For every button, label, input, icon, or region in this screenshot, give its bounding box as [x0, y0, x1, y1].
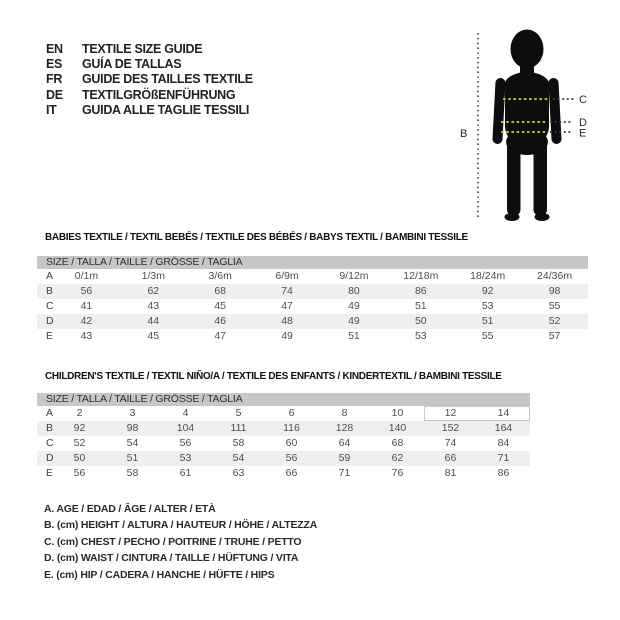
- table-cell: 64: [338, 437, 351, 449]
- table-row: [37, 269, 588, 284]
- table-cell: 9/12m: [339, 270, 369, 282]
- language-guide-title: GUIDA ALLE TAGLIE TESSILI: [82, 102, 250, 117]
- table-cell: 50: [73, 452, 86, 464]
- table-cell: 60: [285, 437, 298, 449]
- legend-item: D. (cm) WAIST / CINTURA / TAILLE / HÜFTUNG / VITA: [44, 552, 299, 565]
- table-cell: 56: [80, 285, 93, 297]
- table-cell: 2: [76, 407, 83, 419]
- table-row: [37, 436, 530, 451]
- table-cell: 164: [494, 422, 513, 434]
- table-cell: 10: [391, 407, 404, 419]
- table-cell: 0/1m: [74, 270, 99, 282]
- table-cell: 76: [391, 467, 404, 479]
- table-cell: 62: [391, 452, 404, 464]
- child-silhouette: [492, 30, 561, 222]
- table-cell: 49: [348, 300, 360, 312]
- table-cell: 50: [414, 315, 427, 327]
- table-cell: 8: [341, 407, 348, 419]
- table-cell: 98: [126, 422, 139, 434]
- chest-label: C: [579, 94, 587, 106]
- table-cell: 71: [497, 452, 510, 464]
- language-code: EN: [46, 42, 63, 56]
- table-cell: 52: [73, 437, 86, 449]
- table-cell: 4: [182, 407, 189, 419]
- row-letter: E: [46, 467, 54, 479]
- table-cell: 24/36m: [537, 270, 573, 282]
- language-guide-title: TEXTILGRÖßENFÜHRUNG: [82, 87, 236, 102]
- table-cell: 116: [283, 422, 300, 434]
- table-cell: 3: [129, 407, 136, 419]
- table-row: [37, 466, 530, 481]
- language-guide-title: GUIDE DES TAILLES TEXTILE: [82, 72, 253, 87]
- babies-size-table: [37, 256, 588, 344]
- table-cell: 18/24m: [470, 270, 506, 282]
- row-letter: D: [46, 452, 54, 464]
- children-table-body: [37, 406, 530, 481]
- table-cell: 56: [73, 467, 86, 479]
- table-cell: 44: [147, 315, 160, 327]
- row-letter: B: [46, 285, 54, 297]
- babies-table-body: [37, 269, 588, 344]
- table-cell: 56: [285, 452, 298, 464]
- table-cell: 104: [176, 422, 195, 434]
- table-cell: 53: [414, 330, 427, 342]
- child-silhouette-diagram: [448, 16, 612, 230]
- height-label: B: [460, 128, 468, 140]
- size-header-bar: SIZE / TALLA / TAILLE / GRÖSSE / TAGLIA: [37, 393, 530, 406]
- table-cell: 57: [548, 330, 561, 342]
- table-cell: 140: [388, 422, 407, 434]
- table-cell: 128: [335, 422, 354, 434]
- table-cell: 51: [481, 315, 494, 327]
- language-row: [46, 42, 253, 57]
- table-cell: 5: [235, 407, 242, 419]
- table-cell: 58: [232, 437, 245, 449]
- table-cell: 58: [126, 467, 139, 479]
- row-letter: C: [46, 300, 54, 312]
- table-cell: 47: [281, 300, 293, 312]
- table-cell: 55: [548, 300, 561, 312]
- table-cell: 54: [126, 437, 139, 449]
- table-cell: 80: [348, 285, 360, 297]
- language-row: [46, 88, 253, 103]
- table-cell: 53: [179, 452, 192, 464]
- table-cell: 46: [214, 315, 227, 327]
- table-cell: 98: [548, 285, 561, 297]
- table-cell: 55: [481, 330, 494, 342]
- table-cell: 48: [281, 315, 293, 327]
- table-row: [37, 329, 588, 344]
- hip-label: E: [579, 127, 587, 140]
- table-cell: 6: [288, 407, 295, 419]
- language-row: [46, 57, 253, 72]
- table-cell: 43: [80, 330, 93, 342]
- table-cell: 52: [548, 315, 561, 327]
- table-cell: 84: [497, 437, 510, 449]
- table-cell: 54: [232, 452, 245, 464]
- table-row: [37, 421, 530, 436]
- table-cell: 92: [73, 422, 86, 434]
- language-code: DE: [46, 87, 63, 102]
- table-cell: 1/3m: [141, 270, 165, 282]
- table-cell: 49: [281, 330, 293, 342]
- legend-item: A. AGE / EDAD / ÂGE / ALTER / ETÀ: [44, 503, 216, 515]
- size-header-bar: SIZE / TALLA / TAILLE / GRÖSSE / TAGLIA: [37, 256, 588, 269]
- table-row: [37, 451, 530, 466]
- table-cell: 66: [444, 452, 457, 464]
- legend-item: C. (cm) CHEST / PECHO / POITRINE / TRUHE / PETTO: [44, 535, 302, 548]
- row-letter: C: [46, 437, 54, 449]
- language-guide-title: GUÍA DE TALLAS: [82, 57, 182, 72]
- table-cell: 49: [348, 315, 360, 327]
- table-cell: 86: [414, 285, 427, 297]
- table-row: [37, 284, 588, 299]
- table-cell: 14: [497, 407, 510, 419]
- measurement-figure: [448, 16, 612, 230]
- table-cell: 62: [147, 285, 160, 297]
- language-row: [46, 72, 253, 87]
- language-code: FR: [46, 72, 63, 87]
- table-cell: 51: [348, 330, 360, 342]
- table-cell: 63: [232, 467, 245, 479]
- table-cell: 86: [497, 467, 510, 479]
- measurement-legend: [44, 501, 317, 583]
- babies-section-title: BABIES TEXTILE / TEXTIL BEBÉS / TEXTILE DES BÉBÉS / BABYS TEXTIL / BAMBINI TESSILE: [45, 232, 468, 243]
- table-row: [37, 406, 530, 421]
- language-code: IT: [46, 102, 57, 117]
- table-cell: 66: [285, 467, 298, 479]
- language-code: ES: [46, 57, 63, 72]
- table-cell: 45: [214, 300, 227, 312]
- row-letter: A: [46, 407, 54, 419]
- table-cell: 51: [414, 300, 427, 312]
- table-cell: 92: [481, 285, 494, 297]
- table-cell: 71: [338, 467, 351, 479]
- table-cell: 6/9m: [275, 270, 299, 282]
- table-cell: 111: [230, 422, 247, 434]
- table-cell: 68: [214, 285, 227, 297]
- table-cell: 61: [179, 467, 192, 479]
- children-section-title: CHILDREN'S TEXTILE / TEXTIL NIÑO/A / TEXTILE DES ENFANTS / KINDERTEXTIL / BAMBINI TESSILE: [45, 371, 502, 382]
- table-row: [37, 314, 588, 329]
- row-letter: E: [46, 330, 54, 342]
- table-cell: 59: [338, 452, 351, 464]
- table-cell: 47: [214, 330, 227, 342]
- table-cell: 12: [444, 407, 457, 419]
- table-cell: 56: [179, 437, 192, 449]
- language-guide-title: TEXTILE SIZE GUIDE: [82, 42, 203, 56]
- table-cell: 53: [481, 300, 494, 312]
- legend-item: E. (cm) HIP / CADERA / HANCHE / HÜFTE / HIPS: [44, 568, 275, 581]
- table-cell: 51: [126, 452, 139, 464]
- waist-label: D: [579, 117, 587, 129]
- language-title-list: [46, 42, 253, 118]
- language-row: [46, 103, 253, 118]
- table-cell: 152: [441, 422, 460, 434]
- table-cell: 74: [444, 437, 457, 449]
- table-cell: 74: [281, 285, 293, 297]
- table-cell: 68: [391, 437, 404, 449]
- table-cell: 81: [444, 467, 457, 479]
- table-cell: 3/6m: [208, 270, 232, 282]
- table-cell: 41: [80, 300, 93, 312]
- table-cell: 43: [147, 300, 160, 312]
- row-letter: D: [46, 315, 54, 327]
- table-row: [37, 299, 588, 314]
- legend-item: B. (cm) HEIGHT / ALTURA / HAUTEUR / HÖHE / ALTEZZA: [44, 519, 318, 532]
- table-cell: 12/18m: [403, 270, 439, 282]
- table-cell: 42: [80, 315, 93, 327]
- children-size-table: [37, 393, 530, 481]
- row-letter: B: [46, 422, 54, 434]
- row-letter: A: [46, 270, 54, 282]
- table-cell: 45: [147, 330, 160, 342]
